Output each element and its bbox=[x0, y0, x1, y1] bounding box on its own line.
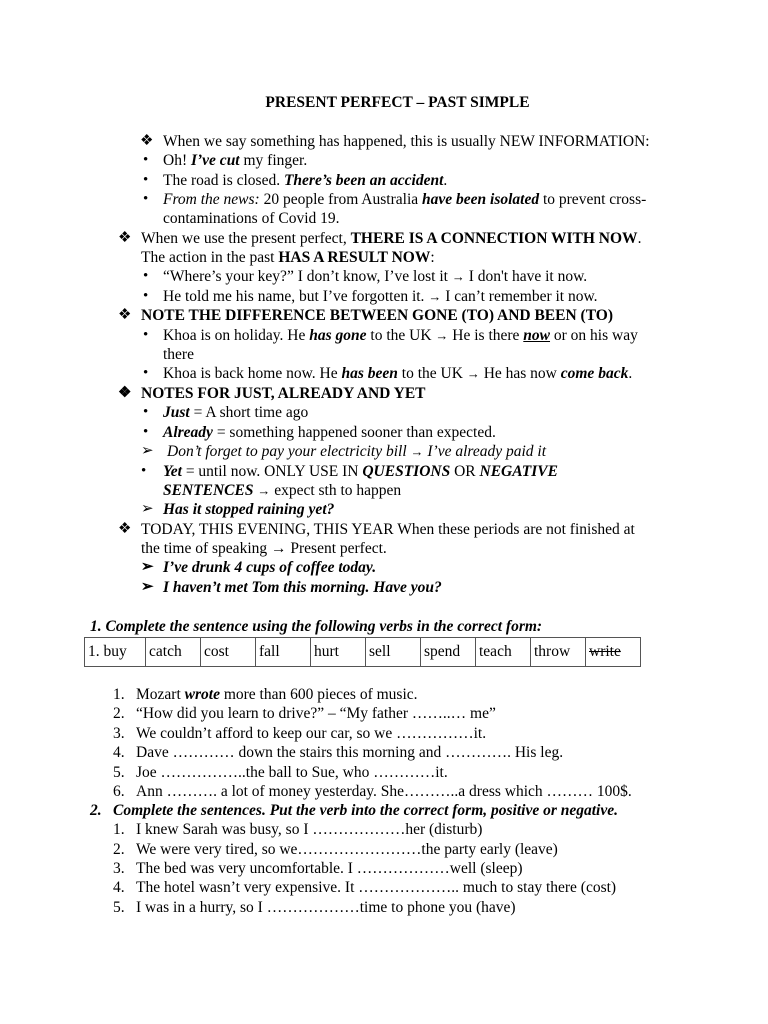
exercise-2-item: The hotel wasn’t very expensive. It ……………….. much to stay there (cost) bbox=[136, 879, 617, 896]
exercise-1-item-number: 5. bbox=[113, 764, 125, 781]
exercise-1-item: Dave ………… down the stairs this morning and …………. His leg. bbox=[136, 744, 564, 761]
arrowhead-bullet-icon: ➢ bbox=[141, 579, 154, 595]
verb-cell-crossed: write bbox=[586, 638, 641, 667]
section-5-header: TODAY, THIS EVENING, THIS YEAR When these periods are not finished at bbox=[141, 521, 635, 538]
exercise-2-item-number: 2. bbox=[113, 841, 125, 858]
yet-definition-cont: SENTENCES → expect sth to happen bbox=[163, 482, 402, 499]
bullet-icon: • bbox=[143, 172, 149, 188]
diamond-bullet-icon: ❖ bbox=[140, 133, 154, 149]
section-2-header: When we use the present perfect, THERE IS A CONNECTION WITH NOW. bbox=[141, 230, 642, 247]
bullet-icon: • bbox=[143, 191, 149, 207]
already-definition: Already = something happened sooner than expected. bbox=[163, 424, 496, 441]
arrowhead-bullet-icon: ➢ bbox=[141, 559, 154, 575]
verb-cell: 1. buy bbox=[85, 638, 146, 667]
yet-definition: Yet = until now. ONLY USE IN QUESTIONS OR NEGATIVE bbox=[163, 463, 558, 480]
exercise-2-title: Complete the sentences. Put the verb into the correct form, positive or negative. bbox=[113, 802, 618, 819]
section-1-header: When we say something has happened, this is usually NEW INFORMATION: bbox=[163, 133, 650, 150]
verb-cell: cost bbox=[201, 638, 256, 667]
diamond-bullet-icon: ❖ bbox=[118, 230, 132, 246]
bullet-icon: • bbox=[141, 463, 147, 479]
arrow-icon: → bbox=[428, 289, 442, 304]
s1-bullet-3-cont: contaminations of Covid 19. bbox=[163, 210, 340, 227]
arrow-icon: → bbox=[435, 328, 449, 343]
arrowhead-bullet-icon: ➢ bbox=[141, 501, 154, 517]
arrow-icon: → bbox=[466, 366, 480, 381]
diamond-bullet-icon: ❖ bbox=[118, 521, 132, 537]
exercise-1-item-number: 2. bbox=[113, 705, 125, 722]
s2-bullet-1: “Where’s your key?” I don’t know, I’ve lost it → I don't have it now. bbox=[163, 268, 588, 285]
exercise-2-number: 2. bbox=[90, 802, 102, 819]
bullet-icon: • bbox=[143, 327, 149, 343]
exercise-2-item-number: 3. bbox=[113, 860, 125, 877]
section-3-header: NOTE THE DIFFERENCE BETWEEN GONE (TO) AND BEEN (TO) bbox=[141, 307, 613, 324]
verb-table bbox=[84, 637, 641, 667]
s1-bullet-3: From the news: 20 people from Australia have been isolated to prevent cross- bbox=[163, 191, 647, 208]
bullet-icon: • bbox=[143, 404, 149, 420]
exercise-2-item: I knew Sarah was busy, so I ………………her (disturb) bbox=[136, 821, 483, 838]
verb-cell: fall bbox=[256, 638, 311, 667]
exercise-1-item-number: 1. bbox=[113, 686, 125, 703]
s3-bullet-1-cont: there bbox=[163, 346, 194, 363]
bullet-icon: • bbox=[143, 288, 149, 304]
exercise-2-item-number: 4. bbox=[113, 879, 125, 896]
diamond-bullet-icon: ❖ bbox=[118, 307, 132, 323]
verb-row bbox=[85, 638, 641, 667]
arrow-icon: → bbox=[271, 540, 287, 557]
arrowhead-bullet-icon: ➢ bbox=[141, 443, 154, 459]
exercise-2-item: We were very tired, so we……………………the party early (leave) bbox=[136, 841, 558, 858]
section-5-header-cont: the time of speaking → Present perfect. bbox=[141, 540, 387, 557]
exercise-1-item: Ann ………. a lot of money yesterday. She………..a dress which ……… 100$. bbox=[136, 783, 632, 800]
exercise-1-item: We couldn’t afford to keep our car, so we ……………it. bbox=[136, 725, 487, 742]
page-title: PRESENT PERFECT – PAST SIMPLE bbox=[265, 94, 530, 111]
exercise-2-item-number: 5. bbox=[113, 899, 125, 916]
s1-bullet-2: The road is closed. There’s been an accident. bbox=[163, 172, 448, 189]
exercise-2-item-number: 1. bbox=[113, 821, 125, 838]
arrow-icon: → bbox=[410, 444, 424, 459]
s1-bullet-1: Oh! I’ve cut my finger. bbox=[163, 152, 308, 169]
exercise-1-item-number: 3. bbox=[113, 725, 125, 742]
exercise-1-title: 1. Complete the sentence using the following verbs in the correct form: bbox=[90, 618, 543, 635]
verb-cell: throw bbox=[531, 638, 586, 667]
section-4-header: NOTES FOR JUST, ALREADY AND YET bbox=[141, 385, 426, 402]
verb-cell: catch bbox=[146, 638, 201, 667]
exercise-2-item: The bed was very uncomfortable. I ………………well (sleep) bbox=[136, 860, 523, 877]
already-example: Don’t forget to pay your electricity bill → I’ve already paid it bbox=[167, 443, 547, 460]
exercise-1-item: “How did you learn to drive?” – “My father ……..… me” bbox=[136, 705, 496, 722]
exercise-1-item: Mozart wrote more than 600 pieces of music. bbox=[136, 686, 418, 703]
diamond-bullet-icon: ❖ bbox=[118, 385, 132, 401]
exercise-2-item: I was in a hurry, so I ………………time to phone you (have) bbox=[136, 899, 516, 916]
exercise-1-item: Joe ……………..the ball to Sue, who …………it. bbox=[136, 764, 448, 781]
exercise-1-item-number: 4. bbox=[113, 744, 125, 761]
s3-bullet-2: Khoa is back home now. He has been to the UK → He has now come back. bbox=[163, 365, 633, 382]
bullet-icon: • bbox=[143, 152, 149, 168]
exercise-1-item-number: 6. bbox=[113, 783, 125, 800]
arrow-icon: → bbox=[257, 483, 271, 498]
s2-bullet-2: He told me his name, but I’ve forgotten it. → I can’t remember it now. bbox=[163, 288, 598, 305]
bullet-icon: • bbox=[143, 365, 149, 381]
bullet-icon: • bbox=[143, 268, 149, 284]
yet-example: Has it stopped raining yet? bbox=[163, 501, 335, 518]
verb-cell: sell bbox=[366, 638, 421, 667]
present-perfect-example-2: I haven’t met Tom this morning. Have you? bbox=[163, 579, 442, 596]
verb-cell: teach bbox=[476, 638, 531, 667]
verb-cell: hurt bbox=[311, 638, 366, 667]
bullet-icon: • bbox=[143, 424, 149, 440]
section-2-header-cont: The action in the past HAS A RESULT NOW: bbox=[141, 249, 435, 266]
present-perfect-example-1: I’ve drunk 4 cups of coffee today. bbox=[163, 559, 377, 576]
just-definition: Just = A short time ago bbox=[163, 404, 309, 421]
verb-cell: spend bbox=[421, 638, 476, 667]
arrow-icon: → bbox=[451, 269, 465, 284]
s3-bullet-1: Khoa is on holiday. He has gone to the UK → He is there now or on his way bbox=[163, 327, 638, 344]
